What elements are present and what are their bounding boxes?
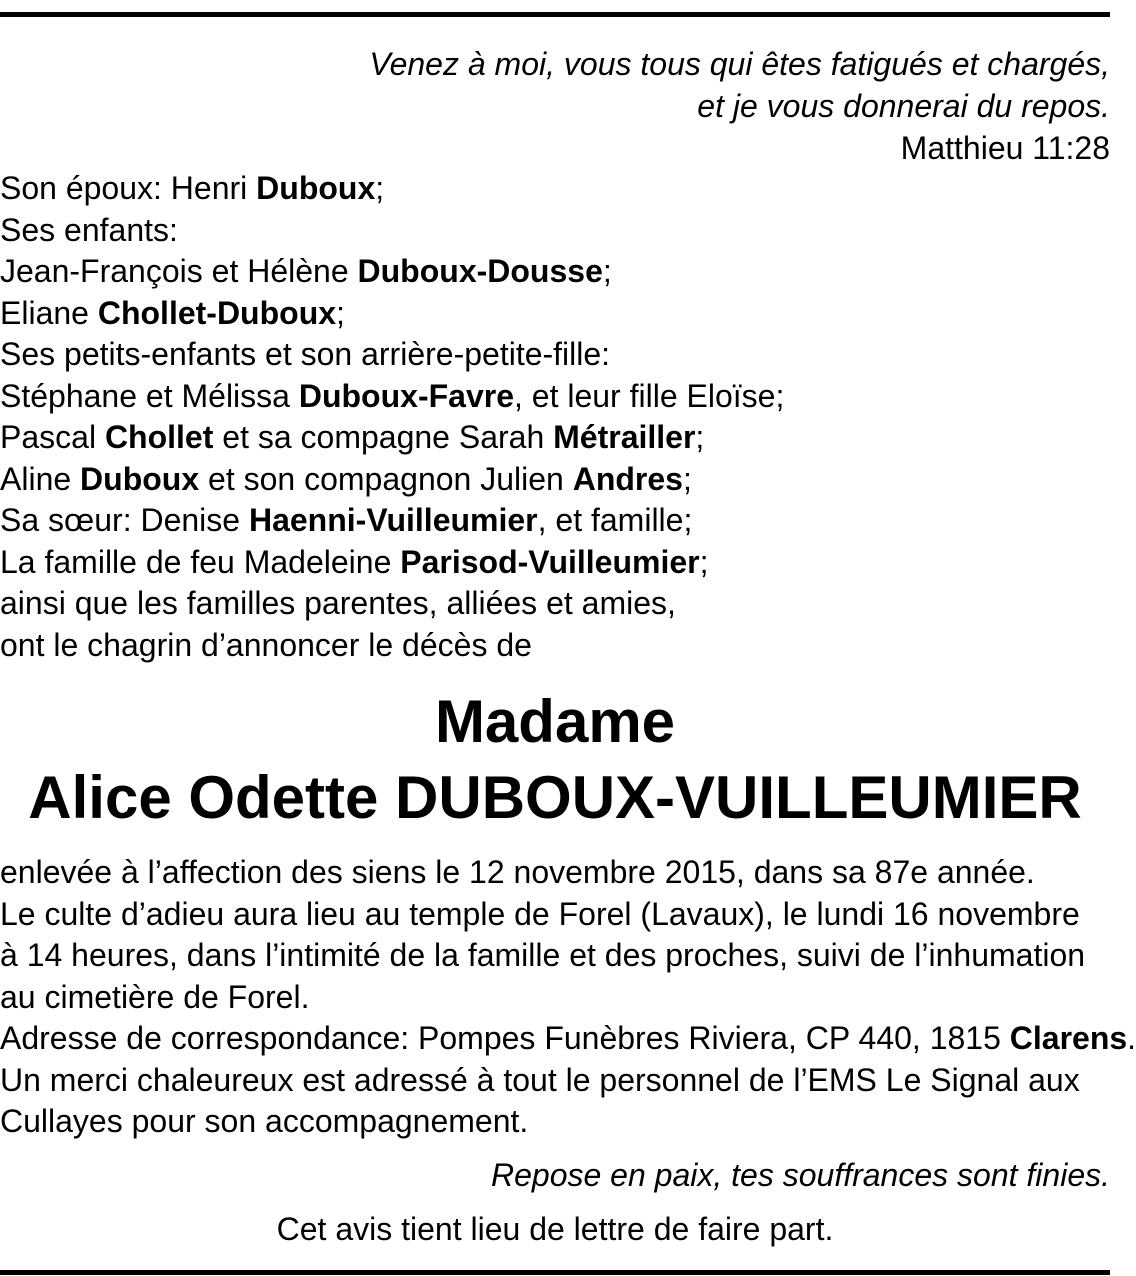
announcement-line [0, 1060, 1110, 1102]
line-text: ; [375, 170, 385, 206]
line-text: Ses petits-enfants et son arrière-petite-fille: [0, 336, 611, 372]
line-text: Le culte d’adieu aura lieu au temple de Forel (Lavaux), le lundi 16 novembre [0, 895, 1080, 932]
family-line [0, 251, 1110, 293]
surname-text: Duboux [256, 170, 376, 206]
surname-text: Métrailler [553, 419, 696, 455]
surname-text: Duboux-Favre [298, 377, 514, 414]
line-text: à 14 heures, dans l’intimité de la famille et des proches, suivi de l’inhumation [0, 937, 1086, 973]
line-text: ainsi que les familles parentes, alliées et amies, [0, 585, 676, 621]
announcement-text [0, 852, 1136, 1143]
closing-phrase: Repose en paix, tes souffrances sont finies. [490, 1157, 1110, 1193]
verse-reference: Matthieu 11:28 [900, 130, 1110, 166]
line-text: Ses enfants: [0, 211, 178, 248]
announcement-line [0, 1101, 1110, 1143]
surname-text: Chollet-Duboux [97, 294, 337, 331]
line-text: . [1127, 1020, 1136, 1056]
family-line [0, 625, 1110, 667]
line-text: ; [699, 543, 709, 580]
line-text: ; [336, 294, 345, 331]
line-text: ont le chagrin d’annoncer le décès de [0, 626, 532, 663]
family-line [0, 500, 1110, 542]
deceased-title: Madame [434, 688, 676, 755]
line-text: et sa compagne Sarah [213, 419, 554, 455]
line-text: enlevée à l’affection des siens le 12 novembre 2015, dans sa 87e année. [0, 854, 1035, 890]
line-text: au cimetière de Forel. [0, 978, 310, 1015]
family-line [0, 417, 1110, 459]
bible-verse [0, 43, 1110, 169]
line-text: Sa sœur: Denise [0, 502, 249, 538]
line-text: Adresse de correspondance: Pompes Funèbres Riviera, CP 440, 1815 [0, 1020, 1010, 1056]
surname-text: Chollet [104, 419, 214, 455]
family-line [0, 168, 1110, 210]
surname-text: Clarens [1009, 1020, 1128, 1056]
surname-text: Duboux-Dousse [357, 253, 603, 289]
line-text: Stéphane et Mélissa [0, 377, 299, 414]
line-text: et son compagnon Julien [199, 460, 573, 497]
verse-line-1: Venez à moi, vous tous qui êtes fatigués et chargés, [369, 46, 1110, 82]
line-text: ; [695, 419, 705, 455]
family-line [0, 376, 1110, 418]
bottom-rule [0, 1270, 1110, 1275]
line-text: Son époux: Henri [0, 170, 257, 206]
line-text: , et leur fille Eloïse; [513, 377, 785, 414]
announcement-line [0, 935, 1110, 977]
surname-text: Haenni-Vuilleumier [248, 502, 538, 538]
line-text: ; [602, 253, 612, 289]
line-text: Jean-François et Hélène [0, 253, 358, 289]
line-text: ; [682, 460, 692, 497]
family-line [0, 210, 1110, 252]
line-text: Un merci chaleureux est adressé à tout le personnel de l’EMS Le Signal aux [0, 1061, 1080, 1098]
family-line [0, 459, 1110, 501]
family-line [0, 583, 1110, 625]
surname-text: Andres [572, 460, 683, 497]
line-text: Cullayes pour son accompagnement. [0, 1103, 529, 1139]
family-line [0, 334, 1110, 376]
announcement-line [0, 977, 1110, 1019]
verse-line-2: et je vous donnerai du repos. [697, 88, 1110, 124]
line-text: La famille de feu Madeleine [0, 543, 401, 580]
line-text: Pascal [0, 419, 105, 455]
line-text: Eliane [0, 294, 98, 331]
notice-line: Cet avis tient lieu de lettre de faire part. [276, 1211, 834, 1247]
surname-text: Duboux [80, 460, 200, 497]
family-line [0, 293, 1110, 335]
line-text: , et famille; [537, 502, 693, 538]
announcement-line [0, 1018, 1136, 1060]
family-list [0, 168, 1110, 666]
announcement-line [0, 894, 1110, 936]
surname-text: Parisod-Vuilleumier [400, 543, 700, 580]
family-line [0, 542, 1110, 584]
deceased-name: Alice Odette DUBOUX-VUILLEUMIER [28, 764, 1082, 831]
line-text: Aline [0, 460, 81, 497]
announcement-line [0, 852, 1110, 894]
